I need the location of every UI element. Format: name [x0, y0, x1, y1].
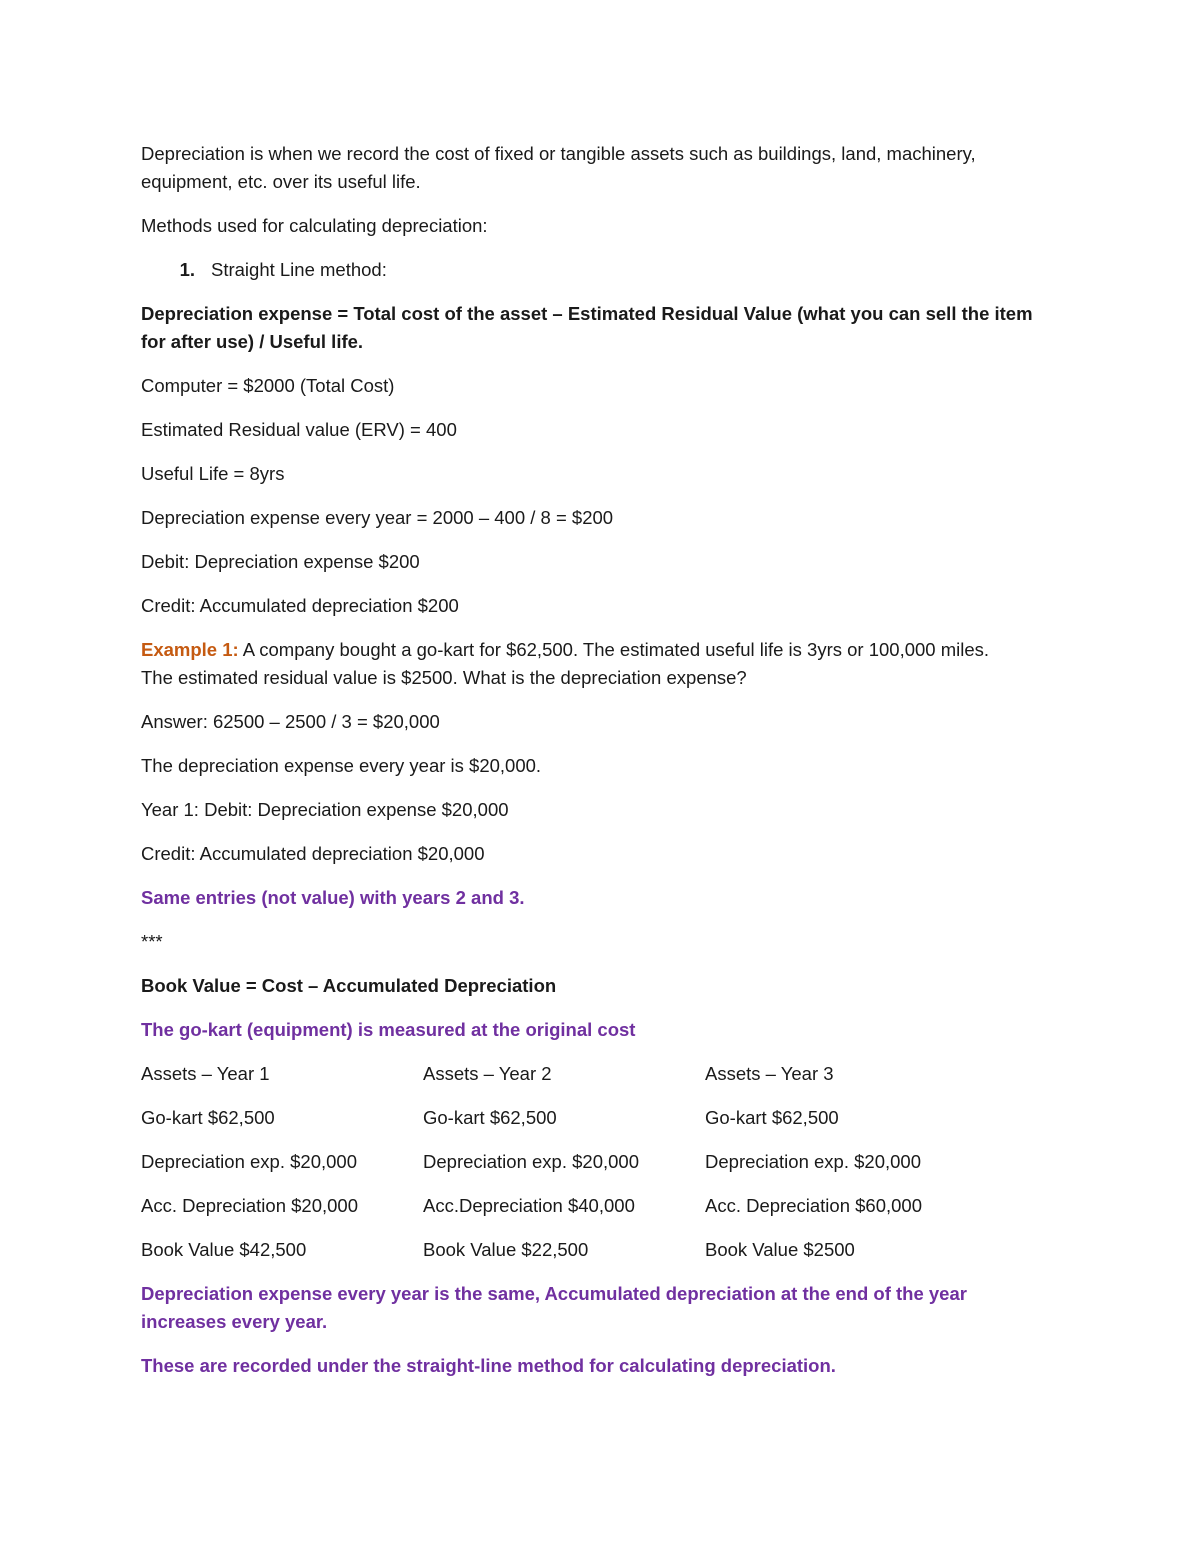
example-line-1: A company bought a go-kart for $62,500. The estimated useful life is 3yrs or 100,000 miles.: [238, 639, 990, 660]
answer-statement: The depreciation expense every year is $20,000.: [141, 755, 542, 776]
summary-paragraph: [141, 1280, 1061, 1336]
year1-gokart: Go-kart $62,500: [141, 1107, 275, 1128]
measured-note: The go-kart (equipment) is measured at the original cost: [141, 1019, 636, 1040]
year1-acc-dep: Acc. Depreciation $20,000: [141, 1195, 358, 1216]
year3-heading: Assets – Year 3: [705, 1063, 834, 1084]
example-line-2: The estimated residual value is $2500. What is the depreciation expense?: [141, 667, 747, 688]
answer-line: Answer: 62500 – 2500 / 3 = $20,000: [141, 711, 440, 732]
years-table: [141, 1060, 1061, 1264]
same-entries-note: Same entries (not value) with years 2 and 3.: [141, 887, 525, 908]
document-body: [141, 140, 1061, 1396]
debit-entry: Debit: Depreciation expense $200: [141, 551, 420, 572]
separator: ***: [141, 931, 163, 952]
example-paragraph: [141, 636, 1061, 692]
year2-dep-exp: Depreciation exp. $20,000: [423, 1151, 639, 1172]
summary-line-2: increases every year.: [141, 1311, 328, 1332]
example-label: Example 1:: [141, 639, 239, 660]
dep-expense-calc: Depreciation expense every year = 2000 – 400 / 8 = $200: [141, 507, 614, 528]
computer-cost: Computer = $2000 (Total Cost): [141, 375, 395, 396]
formula-line-1: Depreciation expense = Total cost of the asset – Estimated Residual Value (what you can sell the item: [141, 303, 1033, 324]
intro-line-2: equipment, etc. over its useful life.: [141, 171, 421, 192]
year1-debit: Year 1: Debit: Depreciation expense $20,000: [141, 799, 509, 820]
list-label: Straight Line method:: [211, 259, 387, 280]
methods-heading: Methods used for calculating depreciation:: [141, 215, 488, 236]
formula-paragraph: [141, 300, 1061, 356]
year1-dep-exp: Depreciation exp. $20,000: [141, 1151, 357, 1172]
year2-book-value: Book Value $22,500: [423, 1239, 589, 1260]
book-value-formula: Book Value = Cost – Accumulated Depreciation: [141, 975, 557, 996]
year3-acc-dep: Acc. Depreciation $60,000: [705, 1195, 922, 1216]
year2-acc-dep: Acc.Depreciation $40,000: [423, 1195, 635, 1216]
year1-book-value: Book Value $42,500: [141, 1239, 307, 1260]
year3-book-value: Book Value $2500: [705, 1239, 855, 1260]
closing-note: These are recorded under the straight-line method for calculating depreciation.: [141, 1355, 836, 1376]
year3-dep-exp: Depreciation exp. $20,000: [705, 1151, 921, 1172]
year2-gokart: Go-kart $62,500: [423, 1107, 557, 1128]
list-item-straight-line: [141, 256, 1061, 284]
credit-entry: Credit: Accumulated depreciation $200: [141, 595, 459, 616]
intro-paragraph: [141, 140, 1061, 196]
intro-line-1: Depreciation is when we record the cost of fixed or tangible assets such as buildings, land, machinery,: [141, 143, 976, 164]
year3-gokart: Go-kart $62,500: [705, 1107, 839, 1128]
erv-line: Estimated Residual value (ERV) = 400: [141, 419, 457, 440]
summary-line-1: Depreciation expense every year is the same, Accumulated depreciation at the end of the year: [141, 1283, 967, 1304]
useful-life-line: Useful Life = 8yrs: [141, 463, 285, 484]
year1-heading: Assets – Year 1: [141, 1063, 270, 1084]
list-number: 1.: [179, 259, 195, 280]
formula-line-2: for after use) / Useful life.: [141, 331, 364, 352]
year2-heading: Assets – Year 2: [423, 1063, 552, 1084]
year1-credit: Credit: Accumulated depreciation $20,000: [141, 843, 485, 864]
